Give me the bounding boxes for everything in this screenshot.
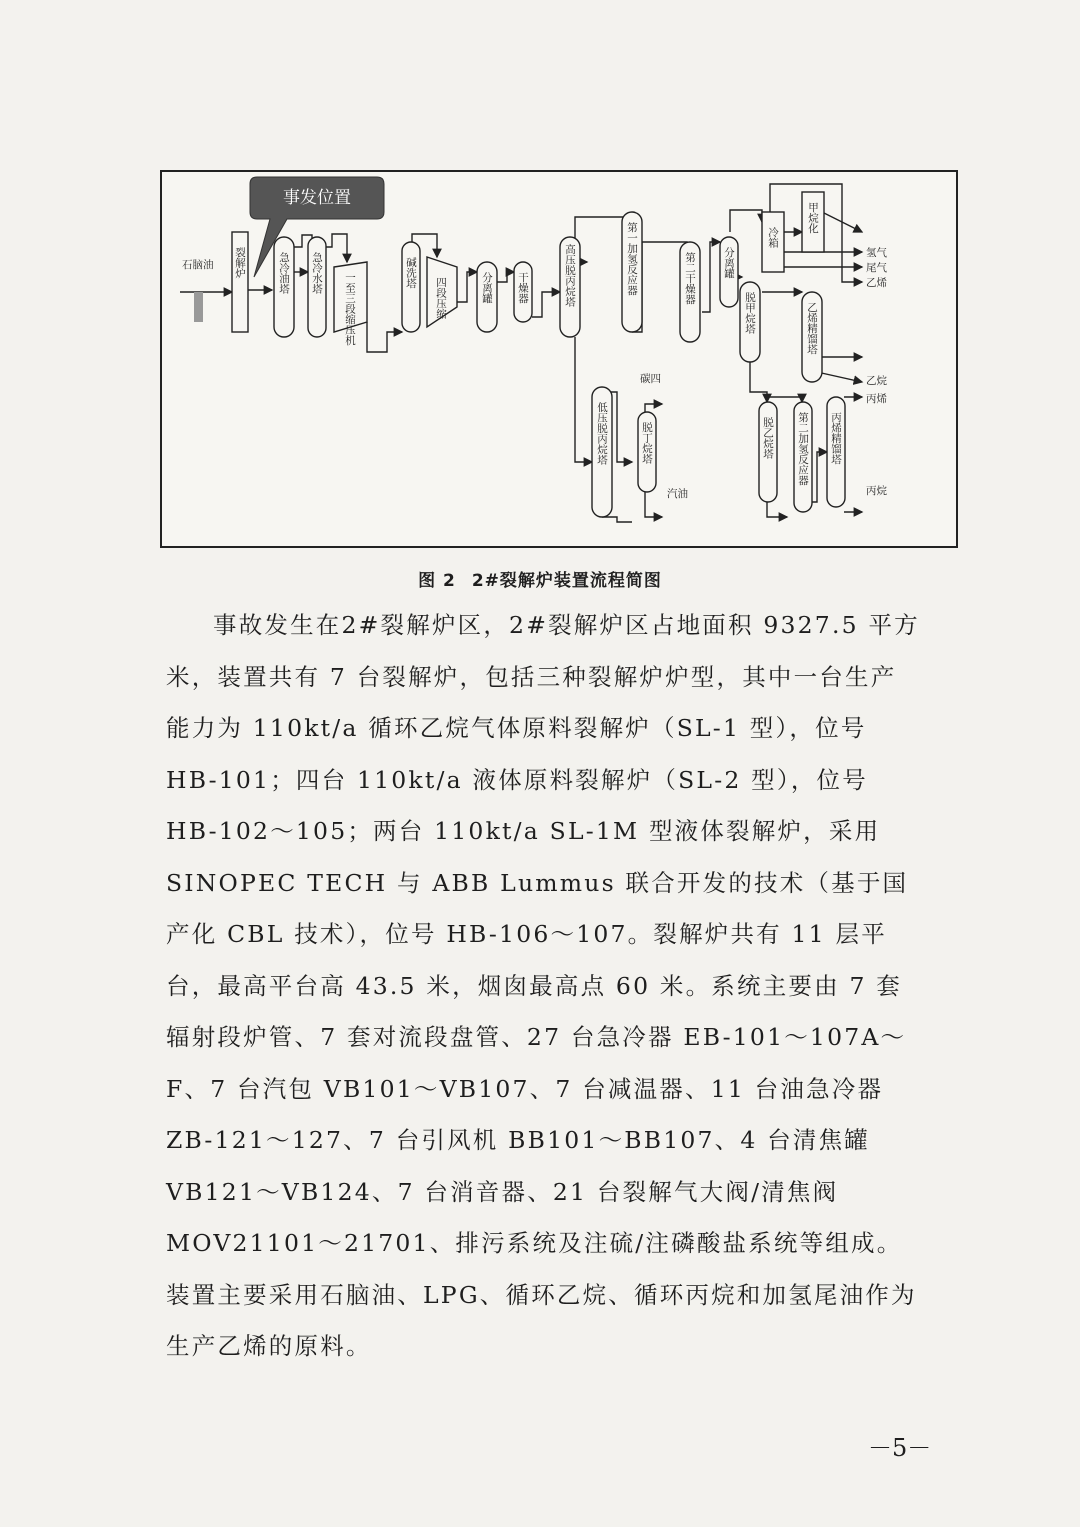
hydrogenation-2-label: 第二加氢反应器 — [797, 412, 809, 486]
output-ethylene: 乙烯 — [866, 277, 887, 289]
page-number: －5－ — [868, 1434, 932, 1462]
debutanizer-label: 脱丁烷塔 — [641, 422, 653, 464]
cold-box-label: 冷箱 — [767, 227, 779, 248]
output-propylene: 丙烯 — [866, 393, 887, 405]
compressor-4-label: 四段压缩 — [435, 277, 447, 319]
output-gasoline: 汽油 — [667, 488, 688, 500]
hydrogenation-1-label: 第一加氢反应器 — [626, 222, 638, 296]
feed-label: 石脑油 — [182, 259, 214, 271]
methanation-label: 甲烷化 — [807, 202, 819, 234]
caustic-label: 碱洗塔 — [405, 257, 417, 289]
body-paragraph: 事故发生在2#裂解炉区，2#裂解炉区占地面积 9327.5 平方米，装置共有 7 台裂解炉，包括三种裂解炉炉型，其中一台生产能力为 110kt/a 循环乙烷气体原料裂解炉（SL-1 型），位号 HB-101；四台 110kt/a 液体原料裂解炉（SL-2 型），位号 HB-102～105；两台 110kt/a SL-1M 型液体裂解炉，采用 SINOPEC TECH 与 ABB Lummus 联合开发的技术（基于国产化 CBL 技术），位号 HB-106～107。裂解炉共有 11 层平台，最高平台高 43.5 米，烟囱最高点 60 米。系统主要由 7 套辐射段炉管、7 套对流段盘管、27 台急冷器 EB-101～107A～F、7 台汽包 VB101～VB107、7 台减温器、11 台油急冷器 ZB-121～127、7 台引风机 BB101～BB107、4 台清焦罐 VB121～VB124、7 台消音器、21 台裂解气大阀/清焦阀 MOV21101～21701、排污系统及注硫/注磷酸盐系统等组成。装置主要采用石脑油、LPG、循环乙烷、循环丙烷和加氢尾油作为生产乙烯的原料。 — [166, 611, 920, 1360]
process-flow-diagram — [160, 170, 958, 548]
figure-caption — [0, 566, 1080, 591]
deethanizer-label: 脱乙烷塔 — [762, 417, 774, 459]
figure-number: 图 2 — [418, 571, 456, 591]
figure-title: 2#裂解炉装置流程简图 — [471, 571, 662, 591]
output-ethane: 乙烷 — [866, 375, 887, 387]
dryer-label: 干燥器 — [517, 272, 529, 304]
dryer-2-label: 第二干燥器 — [684, 252, 696, 305]
propylene-fractionator-label: 丙烯精馏塔 — [830, 412, 842, 465]
separator-2-label: 分离罐 — [723, 247, 735, 279]
quench-water-label: 急冷水塔 — [311, 252, 323, 294]
feed-marker — [194, 292, 203, 322]
demethanizer-label: 脱甲烷塔 — [744, 292, 756, 334]
cracker-label: 裂解炉 — [234, 247, 246, 279]
ethylene-fractionator-label: 乙烯精馏塔 — [806, 302, 818, 355]
output-hydrogen: 氢气 — [866, 247, 887, 259]
hp-depropanizer-label: 高压脱丙烷塔 — [564, 244, 576, 307]
callout-text: 事发位置 — [283, 188, 351, 208]
quench-oil-label: 急冷油塔 — [278, 252, 290, 294]
output-c4: 碳四 — [640, 373, 661, 385]
output-tail-gas: 尾气 — [866, 262, 887, 274]
output-propane: 丙烷 — [866, 485, 887, 497]
separator-label: 分离罐 — [481, 272, 493, 304]
flow-diagram-svg — [162, 172, 956, 546]
body-text — [166, 600, 920, 1373]
lp-depropanizer-label: 低压脱丙烷塔 — [596, 402, 608, 465]
compressor-1-3-label: 一至三段缩压机 — [344, 272, 356, 346]
